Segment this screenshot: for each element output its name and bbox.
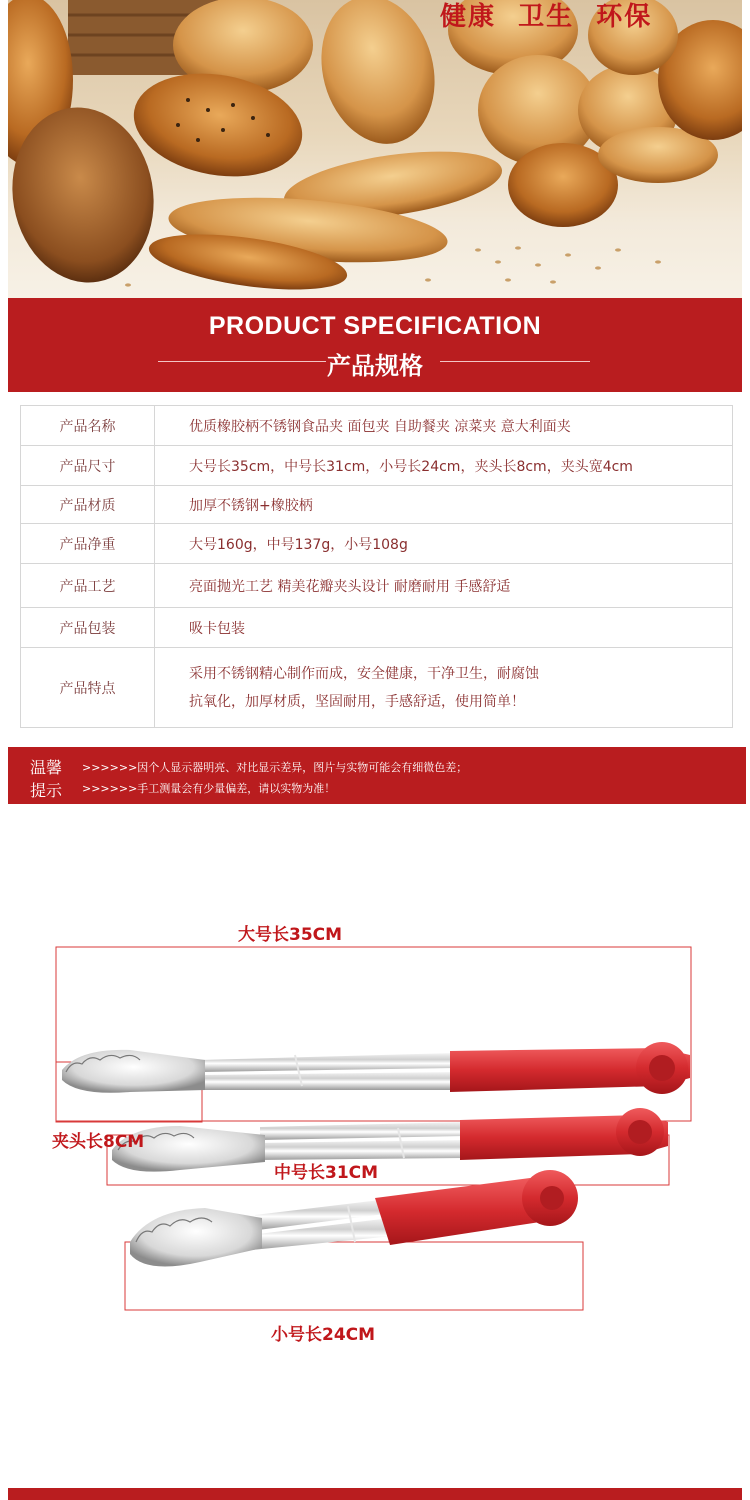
spec-label-material: 产品材质 [21, 486, 155, 524]
tongs-dimension-diagram [0, 850, 750, 1370]
spec-label-weight: 产品净重 [21, 524, 155, 564]
bottom-divider [8, 1488, 742, 1500]
large-length-label: 大号长35CM [238, 925, 343, 945]
spec-label-features: 产品特点 [21, 648, 155, 728]
table-row [21, 486, 733, 524]
banner-title-en: PRODUCT SPECIFICATION [208, 312, 542, 340]
table-row [21, 406, 733, 446]
tip-line-1: >>>>>>因个人显示器明亮、对比显示差异，图片与实物可能会有细微色差； [82, 761, 468, 774]
banner-title-cn: 产品规格 [327, 352, 423, 380]
tip-line-2: >>>>>>手工测量会有少量偏差，请以实物为准！ [82, 782, 336, 795]
spec-value-features [155, 648, 733, 728]
spec-features-line-2: 抗氧化，加厚材质，坚固耐用，手感舒适，使用简单！ [189, 693, 525, 710]
spec-value-weight: 大号160g，中号137g，小号108g [155, 524, 733, 564]
medium-length-label: 中号长31CM [274, 1163, 379, 1183]
hero-bread-image [8, 0, 742, 298]
table-row [21, 446, 733, 486]
spec-label-size: 产品尺寸 [21, 446, 155, 486]
spec-features-line-1: 采用不锈钢精心制作而成，安全健康，干净卫生，耐腐蚀 [189, 665, 539, 682]
banner-divider-right [440, 361, 590, 362]
large-tong [62, 1042, 690, 1094]
spec-label-package: 产品包装 [21, 608, 155, 648]
spec-banner [8, 298, 742, 392]
spec-label-name: 产品名称 [21, 406, 155, 446]
spec-value-craft: 亮面抛光工艺 精美花瓣夹头设计 耐磨耐用 手感舒适 [155, 564, 733, 608]
spec-value-size: 大号长35cm，中号长31cm，小号长24cm，夹头长8cm，夹头宽4cm [155, 446, 733, 486]
hero-slogan: 健康 卫生 环保 [440, 2, 653, 32]
spec-value-name: 优质橡胶柄不锈钢食品夹 面包夹 自助餐夹 凉菜夹 意大利面夹 [155, 406, 733, 446]
large-dimension-frame [56, 947, 691, 1121]
tip-bar [8, 747, 746, 804]
table-row [21, 564, 733, 608]
bread-illustration [8, 0, 742, 298]
table-row [21, 608, 733, 648]
tongs-image [0, 850, 750, 1370]
table-row [21, 648, 733, 728]
medium-tong [112, 1108, 668, 1172]
table-row [21, 524, 733, 564]
spec-value-package: 吸卡包装 [155, 608, 733, 648]
head-length-label: 夹头长8CM [52, 1132, 145, 1152]
spec-table [20, 405, 733, 728]
small-tong [130, 1170, 578, 1267]
spec-label-craft: 产品工艺 [21, 564, 155, 608]
spec-value-material: 加厚不锈钢+橡胶柄 [155, 486, 733, 524]
small-length-label: 小号长24CM [271, 1325, 376, 1345]
tip-label-1: 温馨 [30, 758, 63, 777]
tip-label-2: 提示 [30, 781, 63, 800]
